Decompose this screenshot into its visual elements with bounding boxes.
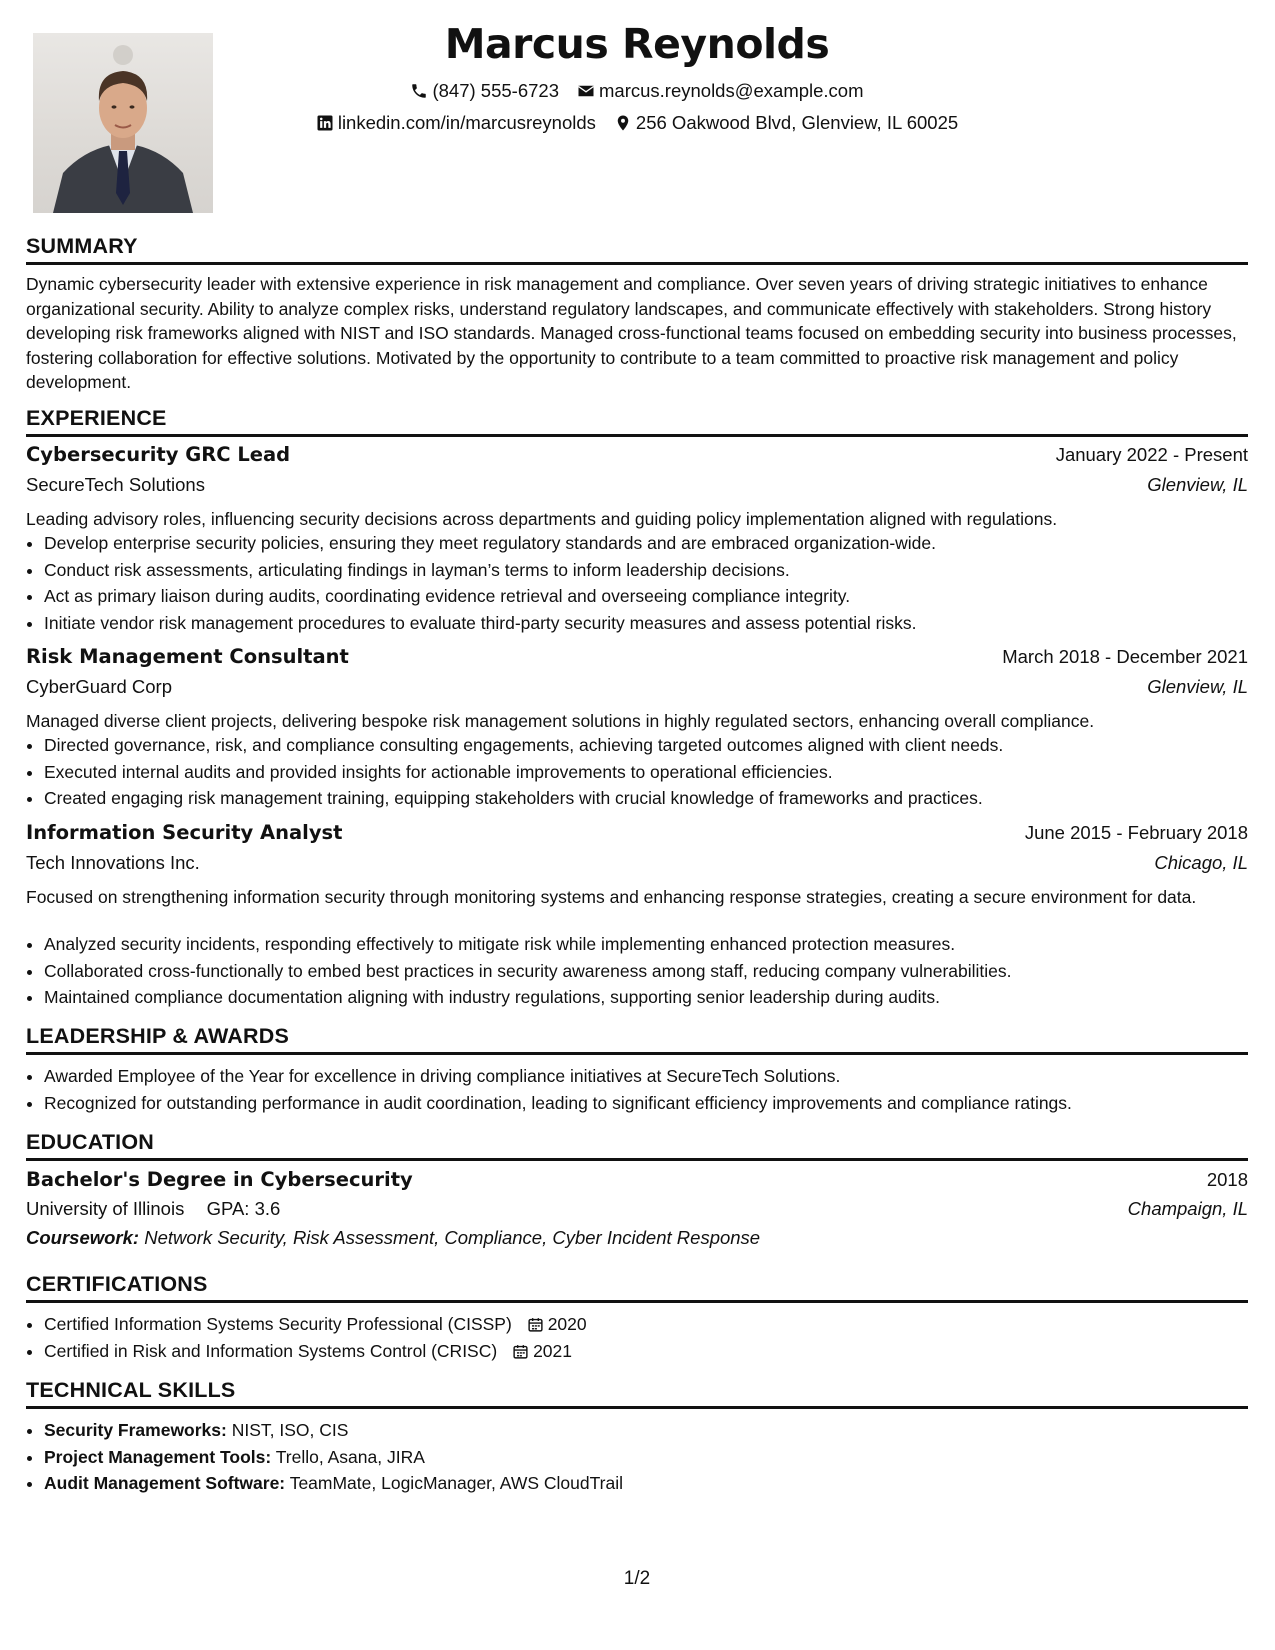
school-location: Champaign, IL [1127,1198,1248,1219]
job-dates: March 2018 - December 2021 [1002,646,1248,667]
list-item: • Directed governance, risk, and compliance consulting engagements, achieving targeted outcomes aligned with client needs. [44,732,1248,759]
job-location: Glenview, IL [1147,676,1248,697]
skill-value: Trello, Asana, JIRA [275,1446,425,1467]
email-address[interactable]: marcus.reynolds@example.com [599,80,864,101]
skills-list [26,1417,1248,1497]
summary-text: Dynamic cybersecurity leader with extensive experience in risk management and compliance. Over seven years of driving strategic initiatives to enhance organizational security. Ability to analyze complex risks, understand regulatory landscapes, and communicate effectively with stakeholders. Strong history developing risk frameworks aligned with NIST and ISO standards. Managed cross-functional teams focused on embedding security into business processes, fostering collaboration for effective solutions. Motivated by the opportunity to contribute to a team committed to proactive risk management and policy development. [26,274,1237,392]
address-contact [614,112,958,134]
list-item: • Develop enterprise security policies, ensuring they meet regulatory standards and are embraced organization-wide. [44,530,1248,557]
certifications-list [26,1311,1248,1364]
list-item: • Awarded Employee of the Year for excellence in driving compliance initiatives at SecureTech Solutions. [44,1063,1248,1090]
page-number: 1/2 [623,1568,651,1589]
list-item [44,1444,1248,1471]
job-bullets [26,530,1248,637]
list-item: • Conduct risk assessments, articulating findings in layman’s terms to inform leadership decisions. [44,557,1248,584]
linkedin-icon [316,114,334,132]
coursework-list: Network Security, Risk Assessment, Compliance, Cyber Incident Response [144,1227,761,1248]
list-item: • Maintained compliance documentation aligning with industry regulations, supporting senior leadership during audits. [44,984,1248,1011]
calendar-icon [527,1316,544,1333]
skill-value: TeamMate, LogicManager, AWS CloudTrail [289,1473,623,1494]
certification-name: Certified in Risk and Information Systems Control (CRISC) [44,1340,498,1361]
contact-line-1 [26,80,1248,102]
school-line [26,1198,280,1220]
email-contact[interactable] [577,80,864,102]
job-dates: June 2015 - February 2018 [1024,822,1248,843]
contact-line-2 [26,112,1248,134]
job-title: Risk Management Consultant [26,645,349,668]
map-pin-icon [614,114,632,132]
section-title-skills: TECHNICAL SKILLS [26,1378,1248,1409]
linkedin-url[interactable]: linkedin.com/in/marcusreynolds [337,112,596,133]
skill-label: Security Frameworks: [44,1420,227,1440]
job-title: Cybersecurity GRC Lead [26,443,291,466]
school-name: University of Illinois [26,1198,185,1219]
address: 256 Oakwood Blvd, Glenview, IL 60025 [635,112,959,133]
envelope-icon [577,82,595,100]
skill-label: Audit Management Software: [44,1473,286,1494]
job-location: Chicago, IL [1154,852,1248,873]
list-item: • Analyzed security incidents, responding effectively to mitigate risk while implementing enhanced protection measures. [44,931,1248,958]
job-bullets [26,931,1248,1011]
section-title-education: EDUCATION [26,1130,1248,1161]
job-location: Glenview, IL [1147,474,1248,495]
coursework-label: Coursework: [26,1227,140,1248]
section-title-summary: SUMMARY [26,234,1248,265]
list-item [44,1338,1248,1365]
job-company: SecureTech Solutions [26,474,205,495]
certification-year: 2020 [547,1314,587,1334]
job-description: Leading advisory roles, influencing security decisions across departments and guiding policy implementation aligned with regulations. [26,509,1058,529]
list-item [44,1311,1248,1338]
resume-page [26,0,1248,1650]
graduation-year: 2018 [1206,1169,1248,1190]
job-company: CyberGuard Corp [26,676,173,697]
section-title-experience: EXPERIENCE [26,406,1248,437]
degree-name: Bachelor's Degree in Cybersecurity [26,1168,413,1191]
certification-name: Certified Information Systems Security Professional (CISSP) [44,1314,512,1334]
phone-icon [410,82,428,100]
gpa: GPA: 3.6 [206,1198,281,1219]
certification-year: 2021 [533,1340,573,1361]
job-company: Tech Innovations Inc. [26,852,200,873]
job-description: Focused on strengthening information security through monitoring systems and enhancing response strategies, creating a secure environment for data. [26,887,1197,907]
list-item [44,1417,1248,1444]
list-item: • Initiate vendor risk management procedures to evaluate third-party security measures and assess potential risks. [44,610,1248,637]
list-item: • Executed internal audits and provided insights for actionable improvements to operational efficiencies. [44,759,1248,786]
awards-list [26,1063,1248,1116]
job-description: Managed diverse client projects, delivering bespoke risk management solutions in highly regulated sectors, enhancing overall compliance. [26,711,1095,731]
coursework-line [26,1227,760,1249]
list-item: • Recognized for outstanding performance in audit coordination, leading to significant efficiency improvements and compliance ratings. [44,1090,1248,1117]
section-title-awards: LEADERSHIP & AWARDS [26,1024,1248,1055]
section-title-certifications: CERTIFICATIONS [26,1272,1248,1303]
linkedin-contact[interactable] [316,112,596,134]
list-item: • Collaborated cross-functionally to embed best practices in security awareness among staff, reducing company vulnerabilities. [44,958,1248,985]
calendar-icon [512,1343,529,1360]
skill-label: Project Management Tools: [44,1446,272,1467]
phone-contact [410,80,559,102]
list-item [44,1470,1248,1497]
job-bullets [26,732,1248,812]
skill-value: NIST, ISO, CIS [231,1420,349,1440]
phone-number: (847) 555-6723 [432,80,559,101]
list-item: • Created engaging risk management training, equipping stakeholders with crucial knowledge of frameworks and practices. [44,785,1248,812]
candidate-name: Marcus Reynolds [444,20,830,68]
job-dates: January 2022 - Present [1055,444,1248,465]
job-title: Information Security Analyst [26,821,343,844]
list-item: • Act as primary liaison during audits, coordinating evidence retrieval and overseeing compliance integrity. [44,583,1248,610]
